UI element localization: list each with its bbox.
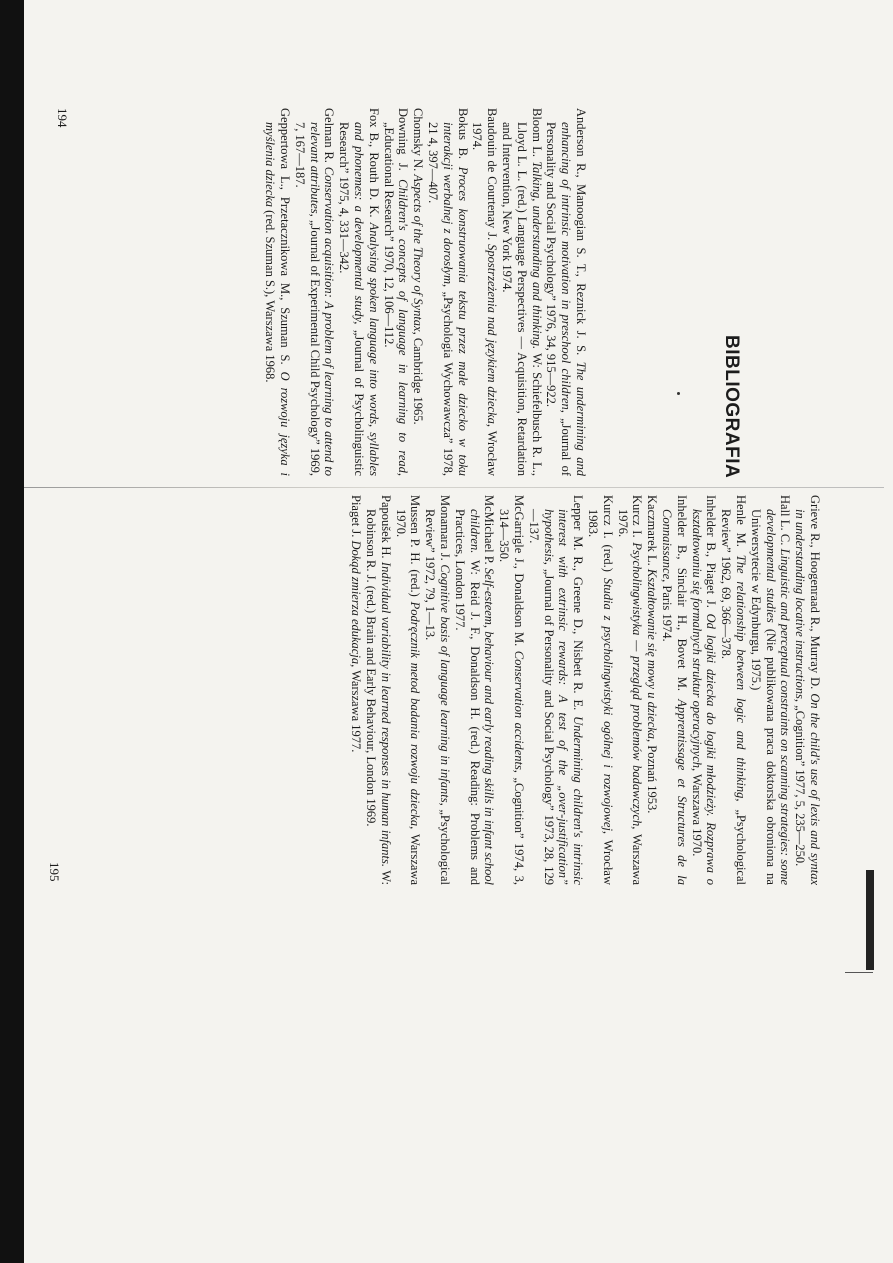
entry-publication: W: Schiefelbusch R. L., Lloyd L. L. (red.) Language Perspectives — Acquisition, Retardation and Intervention, New York 1974.	[500, 122, 544, 476]
entry-title: Od logiki dziecka do logiki młodzieży. Rozprawa o kształtowaniu się formalnych struktur operacyjnych,	[689, 509, 719, 886]
entry-publication: (Nie publikowana praca doktorska obroniona na Uniwersytecie w Edynburgu, 1975.)	[748, 509, 778, 885]
entry-publication: „Cognition” 1977, 5, 235—250.	[793, 705, 808, 867]
entry-publication: Warszawa 1970.	[689, 774, 704, 857]
entry-title: The relationship between logic and thinking,	[734, 554, 749, 802]
stray-dot	[677, 392, 680, 395]
entry-title: Undermining children's intrinsic interest with extrinsic rewards: A test of the „over-justification” hypothesis,	[541, 509, 586, 886]
entry-author: Piaget J.	[349, 495, 364, 538]
bibliography-entry	[425, 108, 469, 476]
entry-author: Inhelder B., Piaget J.	[704, 495, 719, 608]
entry-author: McMichael P.	[482, 495, 497, 565]
entry-title: Aspects of the Theory of Syntax,	[411, 174, 426, 335]
entry-title: The undermining and enhancing of intrinsic motivation in preschool children,	[559, 122, 588, 477]
entry-publication: „Psychologia Wychowawcza” 1978, 21 4, 397—407.	[426, 122, 455, 476]
entry-publication: Poznań 1953.	[645, 745, 660, 814]
entry-publication: Wrocław 1983.	[586, 509, 615, 886]
page-fold	[24, 487, 884, 488]
bibliography-entry	[689, 495, 719, 885]
entry-author: Henle M.	[734, 495, 749, 547]
bibliography-entry	[544, 108, 588, 476]
entry-publication: „Educational Research” 1970, 12, 106—112.	[381, 122, 396, 348]
entry-author: Gelman R.	[322, 108, 337, 163]
entry-publication: „Psychological Review” 1972, 79, 1—13.	[423, 509, 453, 886]
entry-author: Kurcz I. (red.)	[600, 495, 615, 572]
entry-author: Hall L. C.	[778, 495, 793, 546]
entry-publication: Warszawa 1970.	[393, 509, 423, 886]
entry-author: Downing J.	[396, 108, 411, 171]
entry-publication: W: Robinson R. J. (red.) Brain and Early Behaviour, London 1969.	[364, 509, 393, 885]
entry-title: On the child's use of lexis and syntax in understanding locative instructions,	[793, 509, 822, 885]
entry-publication: „Journal of Personality and Social Psychology” 1973, 28, 129—137.	[526, 509, 556, 885]
entry-publication: „Journal of Personality and Social Psychology” 1976, 34, 915—922.	[544, 122, 574, 476]
entry-publication: Warszawa 1976.	[615, 509, 645, 886]
bibliography-entry	[336, 108, 380, 476]
scan-edge-mark	[866, 870, 874, 970]
entry-title: Talking, understanding and thinking.	[529, 161, 544, 350]
page-number-left: 194	[55, 108, 70, 128]
entry-publication: „Cognition” 1974, 3, 314—350.	[497, 509, 527, 885]
entry-author: Inhelder B., Sinclair H., Bovet M.	[674, 495, 689, 691]
entry-title: Spostrzeżenia nad językiem dziecka,	[485, 244, 500, 427]
entry-author: Geppertowa L., Przetacznikowa M., Szuman S.	[278, 108, 293, 365]
entry-publication: (red. Szuman S.), Warszawa 1968.	[263, 210, 278, 383]
bibliography-entry	[585, 495, 615, 885]
entry-author: Kurcz I.	[630, 495, 645, 538]
entry-publication: „Journal of Experimental Child Psychology” 1969, 7, 167—187.	[292, 122, 322, 477]
entry-publication: Paris 1974.	[660, 585, 675, 642]
entry-title: Psycholingwistyka — przegląd problemów badawczych,	[630, 542, 645, 830]
entry-title: Kształtowanie się mowy u dziecka,	[645, 568, 660, 743]
entry-title: Children's concepts of language in learning to read,	[396, 179, 411, 477]
entry-author: Grieve R., Hoogenraad R., Murray D.	[808, 495, 822, 690]
entry-title: Self-esteem, behaviour and early reading skills in infant school children.	[467, 509, 497, 886]
bibliography-entry	[292, 108, 336, 476]
entry-author: McGarrigle J., Donaldson M.	[512, 495, 527, 647]
bibliography-entry	[470, 108, 500, 476]
entry-publication: Cambridge 1965.	[411, 337, 426, 425]
bibliography-entry	[644, 495, 659, 885]
entry-title: Studia z psycholingwistyki ogólnej i rozwojowej,	[600, 577, 615, 835]
bibliography-entry	[349, 495, 364, 885]
entry-title: Cognitive basis of language learning in infants,	[438, 564, 453, 806]
entry-title: Dokąd zmierza edukacja,	[349, 540, 364, 668]
bibliography-entry	[363, 495, 393, 885]
bibliography-entry	[792, 495, 822, 885]
entry-author: Lepper M. R., Greene D., Nisbett R. E.	[571, 495, 586, 711]
entry-publication: Wrocław 1974.	[470, 122, 500, 476]
entry-title: Apprentissage et Structures de la Connaissance,	[660, 509, 689, 885]
bibliography-entry	[422, 495, 452, 885]
entry-author: Papoušek H.	[378, 495, 393, 559]
entry-author: Anderson R., Manoogian S. T., Reznick J. S.	[574, 108, 588, 356]
bibliography-entry	[526, 495, 585, 885]
bibliography-entry	[615, 495, 645, 885]
bibliography-entry	[496, 495, 526, 885]
bibliography-entry	[410, 108, 425, 476]
bibliography-entry	[262, 108, 292, 476]
entry-title: Podręcznik metod badania rozwoju dziecka,	[408, 601, 423, 830]
bibliography-entry	[748, 495, 792, 885]
entry-author: Chomsky N.	[411, 108, 426, 172]
entry-publication: „Journal of Psycholinguistic Research” 1975, 4, 331—342.	[337, 122, 367, 476]
entry-author: Fox B., Routh D. K.	[366, 108, 381, 218]
bibliography-left-column	[108, 108, 588, 476]
entry-title: Conservation acquisition: A problem of learning to attend to relevant attributes,	[307, 122, 337, 476]
bibliography-entry	[393, 495, 423, 885]
scan-binding-shadow	[0, 0, 24, 1263]
edge-tick	[845, 972, 873, 973]
entry-title: Analysing spoken language into words, syllables and phonemes: a developmental study,	[352, 122, 381, 477]
entry-title: Conservation accidents,	[512, 650, 527, 773]
entry-author: Mussen P. H. (red.)	[408, 495, 423, 597]
bibliography-entry	[452, 495, 496, 885]
entry-author: Bloom L.	[529, 108, 544, 158]
entry-title: Linguistic and perceptual constraints on scanning strategies: some developmental studies	[763, 509, 793, 886]
bibliography-entry	[659, 495, 689, 885]
page-number-right: 195	[47, 862, 62, 882]
entry-author: Baudouin de Courtenay J.	[485, 108, 500, 241]
bibliography-entry	[381, 108, 411, 476]
bibliography-right-column	[122, 495, 822, 885]
entry-publication: W: Reid J. F., Donaldson H. (red.) Reading: Problems and Practices, London 1977.	[452, 509, 482, 886]
entry-title: Individual variability in learned responses in human infants.	[378, 561, 393, 867]
entry-title: Proces konstruowania tekstu przez małe dziecko w toku interakcji werbalnej z dorosłym,	[440, 122, 470, 476]
entry-title: O rozwoju języka i myślenia dziecka	[263, 122, 293, 477]
entry-author: Kaczmarek L.	[645, 495, 660, 566]
page-heading: BIBLIOGRAFIA	[721, 335, 742, 479]
bibliography-entry	[499, 108, 543, 476]
entry-publication: „Psychological Review” 1962, 69, 366—378.	[719, 509, 749, 886]
entry-author: Monamara J.	[438, 495, 453, 561]
entry-publication: Warszawa 1977.	[349, 670, 364, 753]
entry-author: Bokus B.	[455, 108, 470, 160]
bibliography-entry	[718, 495, 748, 885]
